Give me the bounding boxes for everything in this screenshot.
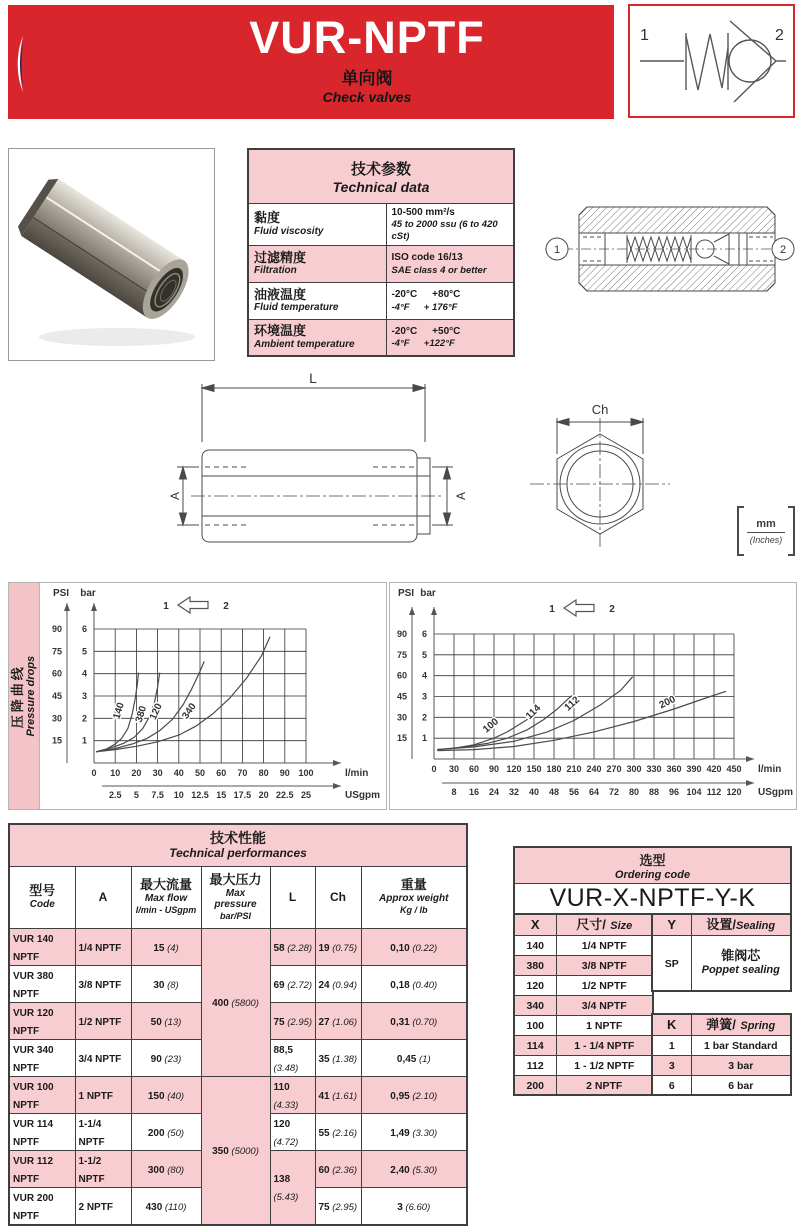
svg-text:1: 1: [553, 244, 561, 256]
perf-a-cell: 1/2 NPTF: [75, 1002, 131, 1039]
svg-text:17.5: 17.5: [233, 790, 252, 800]
tech-data-body: [248, 203, 514, 356]
svg-text:114: 114: [523, 702, 544, 723]
perf-cell: 150 (40): [131, 1076, 201, 1113]
perf-cell: 0,10 (0.22): [361, 928, 467, 965]
svg-text:100: 100: [298, 768, 314, 778]
svg-text:75: 75: [396, 649, 407, 660]
ordering-y-table: [651, 913, 792, 992]
svg-text:4: 4: [421, 670, 427, 681]
svg-text:4: 4: [81, 668, 87, 679]
section-view-svg: [543, 193, 797, 305]
svg-text:1: 1: [163, 601, 169, 612]
units-mm: mm: [756, 517, 776, 530]
perf-cell: 138 (5.43): [270, 1150, 315, 1225]
pressure-drop-chart-large-sizes: [389, 582, 797, 810]
bracket-left: [737, 506, 744, 556]
svg-text:5: 5: [421, 649, 427, 660]
svg-text:20: 20: [131, 768, 142, 778]
perf-a-cell: 1 NPTF: [75, 1076, 131, 1113]
perf-cell: 30 (8): [131, 965, 201, 1002]
perf-code-cell: VUR 200 NPTF: [9, 1187, 75, 1225]
perf-table-body: [9, 928, 467, 1225]
svg-text:20: 20: [258, 790, 269, 800]
ordering-title-en: Ordering code: [614, 868, 691, 881]
check-valve-photo-rendering: [9, 149, 214, 360]
ordering-row: 140 1/4 NPTF: [514, 935, 653, 955]
svg-text:300: 300: [626, 764, 642, 774]
perf-cell: 2,40 (5.30): [361, 1150, 467, 1187]
ordering-row: 380 3/8 NPTF: [514, 955, 653, 975]
svg-text:120: 120: [726, 787, 742, 797]
perf-code-cell: VUR 100 NPTF: [9, 1076, 75, 1113]
svg-text:10: 10: [110, 768, 121, 778]
band-label-cn: 压降曲线: [9, 663, 25, 728]
perf-code-cell: VUR 380 NPTF: [9, 965, 75, 1002]
svg-text:80: 80: [258, 768, 269, 778]
dimension-drawing-svg: [95, 372, 705, 572]
perf-a-cell: 1/4 NPTF: [75, 928, 131, 965]
svg-text:22.5: 22.5: [276, 790, 294, 800]
svg-text:1: 1: [81, 735, 87, 746]
perf-cell: 88,5 (3.48): [270, 1039, 315, 1076]
svg-text:180: 180: [546, 764, 562, 774]
perf-code-cell: VUR 340 NPTF: [9, 1039, 75, 1076]
svg-text:75: 75: [51, 646, 62, 657]
ordering-y-row: SP 锥阀芯 Poppet sealing: [652, 935, 791, 991]
svg-text:390: 390: [686, 764, 702, 774]
svg-text:40: 40: [173, 768, 184, 778]
perf-header-row: 型号 Code A 最大流量 Max flow l/min - USgpm 最大压力 Max pressure bar/PSI L Ch 重量 Approx weight Kg / lb: [9, 866, 467, 928]
k-table-header: K 弹簧/ Spring: [652, 1014, 791, 1035]
perf-cell: 200 (50): [131, 1113, 201, 1150]
perf-cell: 69 (2.72): [270, 965, 315, 1002]
svg-text:15: 15: [216, 790, 227, 800]
svg-text:96: 96: [668, 787, 680, 797]
svg-text:l/min: l/min: [345, 768, 369, 779]
perf-code-cell: VUR 114 NPTF: [9, 1113, 75, 1150]
perf-a-cell: 1-1/4 NPTF: [75, 1113, 131, 1150]
svg-text:12.5: 12.5: [191, 790, 209, 800]
svg-text:330: 330: [646, 764, 662, 774]
perf-cell: 350 (5000): [201, 1076, 270, 1225]
product-photo: [8, 148, 215, 361]
svg-text:A: A: [168, 491, 182, 501]
perf-cell: 90 (23): [131, 1039, 201, 1076]
perf-cell: 27 (1.06): [315, 1002, 361, 1039]
svg-text:USgpm: USgpm: [345, 790, 380, 801]
svg-text:120: 120: [506, 764, 522, 774]
svg-text:270: 270: [606, 764, 622, 774]
svg-text:PSI: PSI: [52, 588, 70, 599]
bracket-right: [788, 506, 795, 556]
svg-text:45: 45: [396, 691, 407, 702]
svg-text:72: 72: [608, 787, 620, 797]
svg-text:2: 2: [81, 713, 87, 724]
perf-cell: 0,18 (0.40): [361, 965, 467, 1002]
svg-text:45: 45: [51, 691, 62, 701]
perf-cell: 55 (2.16): [315, 1113, 361, 1150]
svg-text:bar: bar: [80, 588, 96, 599]
perf-cell: 3 (6.60): [361, 1187, 467, 1225]
svg-text:60: 60: [216, 768, 227, 778]
tech-data-title-en: Technical data: [332, 178, 430, 195]
y-table-body: [652, 935, 791, 991]
ordering-row: 200 2 NPTF: [514, 1075, 653, 1095]
perf-row: [9, 928, 467, 965]
perf-cell: 75 (2.95): [270, 1002, 315, 1039]
units-note: [737, 506, 795, 556]
ordering-row: 6 6 bar: [652, 1075, 791, 1095]
svg-text:88: 88: [648, 787, 660, 797]
svg-text:360: 360: [666, 764, 682, 774]
perf-cell: 400 (5800): [201, 928, 270, 1076]
svg-text:l/min: l/min: [758, 764, 782, 775]
svg-text:5: 5: [133, 790, 139, 800]
perf-title-en: Technical performances: [169, 846, 307, 861]
page-subtitle-en: Check valves: [322, 89, 412, 106]
svg-text:380: 380: [133, 704, 150, 724]
perf-code-cell: VUR 120 NPTF: [9, 1002, 75, 1039]
svg-text:2: 2: [609, 604, 615, 615]
svg-text:2: 2: [223, 601, 229, 612]
svg-text:2: 2: [779, 244, 787, 256]
svg-text:25: 25: [300, 790, 312, 800]
perf-cell: 0,45 (1): [361, 1039, 467, 1076]
brand-crescent-icon: [11, 35, 29, 93]
ordering-x-table: [513, 913, 654, 1096]
ordering-row: 114 1 - 1/4 NPTF: [514, 1035, 653, 1055]
svg-text:15: 15: [51, 735, 62, 746]
chart-svg-right: [390, 583, 796, 809]
svg-text:90: 90: [279, 768, 290, 778]
perf-a-cell: 3/4 NPTF: [75, 1039, 131, 1076]
page-subtitle-cn: 单向阀: [341, 69, 393, 89]
x-table-body: [514, 935, 653, 1095]
svg-text:50: 50: [194, 768, 206, 778]
svg-text:30: 30: [51, 713, 62, 724]
perf-cell: 41 (1.61): [315, 1076, 361, 1113]
svg-text:200: 200: [657, 693, 678, 712]
red-header: [8, 5, 614, 119]
svg-text:420: 420: [706, 764, 722, 774]
svg-text:104: 104: [686, 787, 702, 797]
ordering-row: 100 1 NPTF: [514, 1015, 653, 1035]
perf-cell: 75 (2.95): [315, 1187, 361, 1225]
svg-text:A: A: [454, 491, 468, 501]
svg-text:30: 30: [396, 712, 407, 723]
tech-data-row: 过滤精度 Filtration ISO code 16/13 SAE class 4 or better: [248, 245, 514, 282]
tech-data-row: 油液温度 Fluid temperature -20°C +80°C -4°F + 176°F: [248, 282, 514, 319]
perf-cell: 0,31 (0.70): [361, 1002, 467, 1039]
svg-text:100: 100: [481, 716, 501, 736]
svg-text:24: 24: [488, 787, 500, 797]
perf-cell: 35 (1.38): [315, 1039, 361, 1076]
perf-row: [9, 1076, 467, 1113]
svg-text:70: 70: [237, 768, 248, 778]
pressure-drop-chart-small-sizes: [8, 582, 387, 810]
svg-text:90: 90: [51, 624, 62, 634]
technical-data-table: [247, 148, 515, 357]
svg-text:64: 64: [588, 787, 600, 797]
tech-data-title-cn: 技术参数: [350, 160, 411, 178]
perf-cell: 110 (4.33): [270, 1076, 315, 1113]
svg-text:150: 150: [526, 764, 542, 774]
performance-table: [8, 823, 468, 1226]
ordering-row: 1 1 bar Standard: [652, 1035, 791, 1055]
ordering-row: 112 1 - 1/2 NPTF: [514, 1055, 653, 1075]
svg-text:2: 2: [775, 27, 784, 44]
svg-text:48: 48: [548, 787, 560, 797]
svg-text:3: 3: [421, 691, 427, 702]
perf-cell: 60 (2.36): [315, 1150, 361, 1187]
perf-cell: 1,49 (3.30): [361, 1113, 467, 1150]
svg-text:40: 40: [528, 787, 540, 797]
svg-text:450: 450: [726, 764, 742, 774]
svg-text:90: 90: [488, 764, 500, 774]
svg-text:1: 1: [549, 604, 555, 615]
perf-a-cell: 2 NPTF: [75, 1187, 131, 1225]
dimension-drawing: [95, 372, 705, 577]
tech-data-row: 黏度 Fluid viscosity 10-500 mm²/s 45 to 2000 ssu (6 to 420 cSt): [248, 203, 514, 245]
perf-cell: 50 (13): [131, 1002, 201, 1039]
svg-text:15: 15: [396, 733, 407, 744]
svg-text:60: 60: [468, 764, 480, 774]
perf-cell: 19 (0.75): [315, 928, 361, 965]
svg-text:7.5: 7.5: [151, 790, 164, 800]
svg-text:L: L: [309, 370, 317, 386]
svg-text:112: 112: [562, 694, 583, 714]
svg-text:6: 6: [421, 629, 427, 639]
page-title: VUR-NPTF: [249, 12, 485, 63]
perf-cell: 430 (110): [131, 1187, 201, 1225]
check-valve-symbol-icon: [630, 6, 793, 116]
svg-text:0: 0: [431, 764, 437, 774]
perf-title-cn: 技术性能: [210, 829, 266, 846]
svg-text:240: 240: [586, 764, 602, 774]
svg-text:120: 120: [147, 701, 165, 722]
svg-text:30: 30: [448, 764, 460, 774]
k-table-body: [652, 1035, 791, 1095]
svg-text:2: 2: [421, 712, 427, 723]
perf-cell: 24 (0.94): [315, 965, 361, 1002]
svg-text:60: 60: [396, 670, 407, 681]
ordering-row: 340 3/4 NPTF: [514, 995, 653, 1015]
svg-text:PSI: PSI: [397, 588, 415, 599]
svg-text:1: 1: [421, 733, 427, 744]
svg-text:8: 8: [451, 787, 457, 797]
svg-text:30: 30: [152, 768, 163, 778]
svg-text:3: 3: [81, 691, 87, 701]
svg-text:USgpm: USgpm: [758, 787, 793, 798]
y-table-header: Y 设置/Sealing: [652, 914, 791, 935]
units-inches: (Inches): [749, 534, 783, 545]
section-view-drawing: [543, 193, 797, 310]
svg-text:1: 1: [640, 27, 649, 44]
svg-text:60: 60: [51, 668, 62, 679]
valve-symbol-box: [628, 4, 795, 118]
svg-text:112: 112: [706, 787, 722, 797]
perf-a-cell: 3/8 NPTF: [75, 965, 131, 1002]
x-table-header: X 尺寸/ Size: [514, 914, 653, 935]
svg-text:140: 140: [111, 701, 127, 721]
svg-text:90: 90: [396, 629, 407, 639]
svg-text:340: 340: [180, 701, 199, 722]
perf-code-cell: VUR 140 NPTF: [9, 928, 75, 965]
ordering-k-table: [651, 1013, 792, 1096]
svg-text:Ch: Ch: [591, 402, 609, 417]
svg-text:10: 10: [173, 790, 184, 800]
svg-text:80: 80: [628, 787, 640, 797]
perf-a-cell: 1-1/2 NPTF: [75, 1150, 131, 1187]
svg-text:0: 0: [91, 768, 97, 778]
tech-data-row: 环境温度 Ambient temperature -20°C +50°C -4°F +122°F: [248, 319, 514, 356]
perf-cell: 120 (4.72): [270, 1113, 315, 1150]
ordering-code-title-block: [513, 846, 792, 916]
svg-text:56: 56: [568, 787, 580, 797]
svg-text:bar: bar: [420, 588, 436, 599]
svg-text:16: 16: [468, 787, 480, 797]
perf-code-cell: VUR 112 NPTF: [9, 1150, 75, 1187]
band-label-en: Pressure drops: [25, 655, 38, 737]
svg-text:5: 5: [81, 646, 87, 657]
svg-text:6: 6: [81, 624, 87, 634]
svg-text:32: 32: [508, 787, 520, 797]
svg-text:2.5: 2.5: [108, 790, 122, 800]
ordering-title-cn: 选型: [639, 852, 666, 868]
ordering-code-string: VUR-X-NPTF-Y-K: [514, 883, 791, 915]
svg-text:210: 210: [566, 764, 582, 774]
ordering-row: 120 1/2 NPTF: [514, 975, 653, 995]
chart-svg-left: [9, 583, 386, 809]
perf-cell: 0,95 (2.10): [361, 1076, 467, 1113]
perf-cell: 15 (4): [131, 928, 201, 965]
ordering-row: 3 3 bar: [652, 1055, 791, 1075]
perf-cell: 300 (80): [131, 1150, 201, 1187]
perf-cell: 58 (2.28): [270, 928, 315, 965]
